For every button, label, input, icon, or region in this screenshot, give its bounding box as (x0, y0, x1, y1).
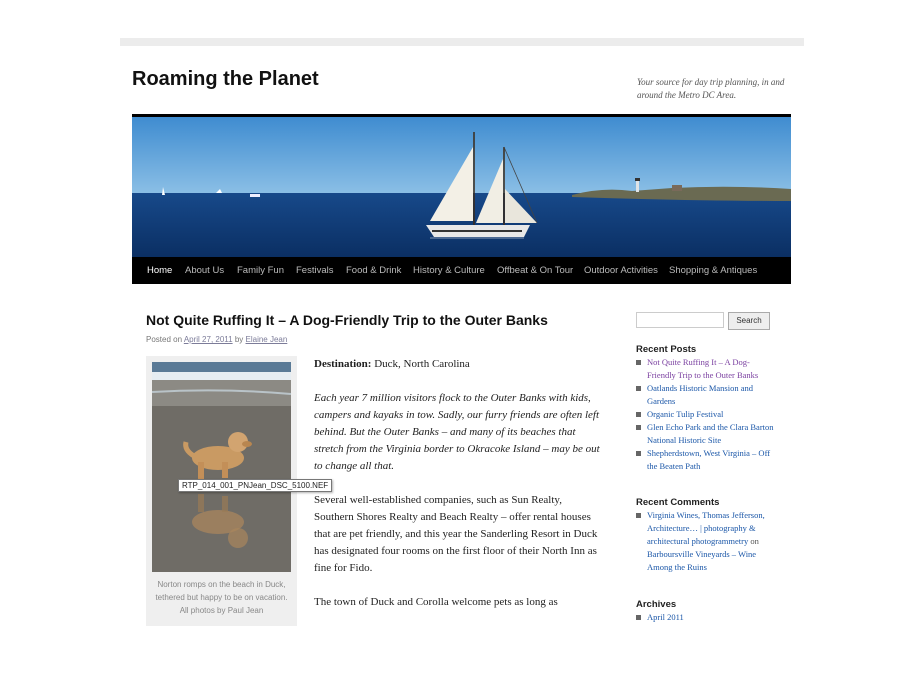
nav-history-culture[interactable]: History & Culture (413, 265, 485, 276)
archives-title: Archives (636, 599, 677, 610)
post-paragraph-cut: The town of Duck and Corolla welcome pets as long as (314, 596, 558, 608)
nav-outdoor-activities[interactable]: Outdoor Activities (584, 265, 658, 276)
site-tagline: Your source for day trip planning, in and around the Metro DC Area. (637, 77, 785, 100)
header-banner-image (132, 117, 791, 257)
recent-post-link[interactable]: Oatlands Historic Mansion and Gardens (647, 383, 753, 406)
recent-post-link[interactable]: Organic Tulip Festival (647, 409, 724, 419)
blog-page (120, 46, 804, 622)
post-intro: Each year 7 million visitors flock to the Outer Banks with kids, campers and kayaks in tow. Sadly, our furry friends are often left behind. But the Outer Banks – and many of its beaches that stretch from the Virginia border to Okracoke Island – may be out to change all that. (314, 392, 600, 472)
search-button[interactable]: Search (728, 312, 770, 330)
recent-post-link[interactable]: Glen Echo Park and the Clara Barton National Historic Site (647, 422, 774, 445)
post-meta-prefix: Posted on (146, 335, 183, 344)
list-item (636, 408, 776, 421)
destination-value: Duck, North Carolina (374, 358, 470, 370)
archives-list (636, 611, 776, 624)
nav-about-us[interactable]: About Us (185, 265, 225, 276)
list-item (636, 421, 776, 447)
comment-on: on (750, 536, 759, 546)
recent-posts-title: Recent Posts (636, 344, 697, 355)
comment-author-link[interactable]: Virginia Wines, Thomas Jefferson, Architecture… | photography & architectural photogrammetry (647, 510, 765, 546)
destination-line (314, 356, 604, 373)
image-caption: Norton romps on the beach in Duck, tethered but happy to be on vacation. All photos by Paul Jean (155, 580, 288, 615)
post-paragraph: Several well-established companies, such as Sun Realty, Southern Shores Realty and Beach Realty – offer rental houses that are pet friendly, and this year the Sanderling Resort in Duck has designated four rooms on the first floor of their North Inn as fine for Fido. (314, 494, 598, 574)
list-item (636, 509, 776, 574)
list-item (636, 356, 776, 382)
main-navigation (132, 257, 791, 284)
search-input[interactable] (636, 312, 724, 328)
post-title[interactable]: Not Quite Ruffing It – A Dog-Friendly Trip to the Outer Banks (146, 312, 548, 328)
post-meta (146, 335, 287, 344)
image-tooltip: RTP_014_001_PNJean_DSC_5100.NEF (178, 479, 332, 492)
post-meta-by: by (234, 335, 244, 344)
nav-home[interactable]: Home (147, 265, 173, 276)
nav-shopping-antiques[interactable]: Shopping & Antiques (669, 265, 758, 276)
post-content (314, 356, 604, 628)
nav-food-drink[interactable]: Food & Drink (346, 265, 402, 276)
destination-label: Destination: (314, 358, 372, 370)
list-item (636, 382, 776, 408)
post-date-link[interactable]: April 27, 2011 (183, 335, 233, 344)
recent-post-link[interactable]: Shepherdstown, West Virginia – Off the Beaten Path (647, 448, 771, 471)
recent-posts-list (636, 356, 776, 473)
site-title[interactable]: Roaming the Planet (132, 68, 319, 90)
recent-post-link[interactable]: Not Quite Ruffing It – A Dog-Friendly Trip to the Outer Banks (647, 357, 759, 380)
post-author-link[interactable]: Elaine Jean (245, 335, 288, 344)
recent-comments-list (636, 509, 776, 574)
recent-comments-title: Recent Comments (636, 497, 720, 508)
nav-family-fun[interactable]: Family Fun (237, 265, 284, 276)
archive-link[interactable]: April 2011 (647, 612, 684, 622)
top-border (120, 38, 804, 46)
nav-festivals[interactable]: Festivals (296, 265, 334, 276)
dog-beach-photo[interactable] (152, 362, 291, 572)
nav-offbeat-on-tour[interactable]: Offbeat & On Tour (497, 265, 574, 276)
list-item (636, 447, 776, 473)
list-item (636, 611, 776, 624)
comment-post-link[interactable]: Barboursville Vineyards – Wine Among the Ruins (647, 549, 757, 572)
